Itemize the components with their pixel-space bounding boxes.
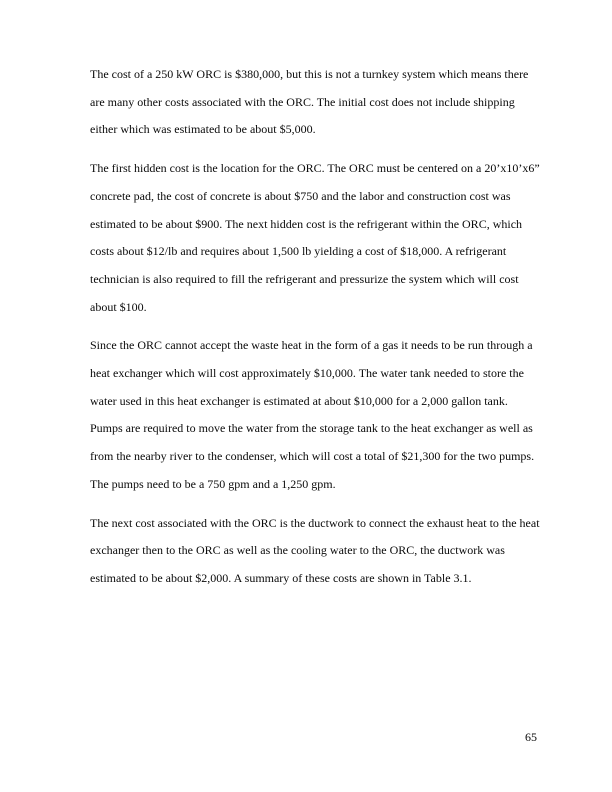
paragraph-hidden-costs [90, 155, 542, 321]
text-line: technician is also required to fill the refrigerant and pressurize the system which will cost [90, 271, 519, 286]
paragraph-ductwork [90, 510, 542, 593]
text-line: water used in this heat exchanger is estimated at about $10,000 for a 2,000 gallon tank. [90, 393, 508, 408]
text-line: estimated to be about $2,000. A summary of these costs are shown in Table 3.1. [90, 570, 472, 585]
text-line: The pumps need to be a 750 gpm and a 1,250 gpm. [90, 476, 336, 491]
text-line: either which was estimated to be about $5,000. [90, 122, 316, 137]
text-line: concrete pad, the cost of concrete is about $750 and the labor and construction cost was [90, 188, 511, 203]
text-line: heat exchanger which will cost approximately $10,000. The water tank needed to store the [90, 366, 524, 381]
text-line: costs about $12/lb and requires about 1,500 lb yielding a cost of $18,000. A refrigerant [90, 244, 507, 259]
text-line: exchanger then to the ORC as well as the cooling water to the ORC, the ductwork was [90, 543, 505, 558]
text-line: estimated to be about $900. The next hidden cost is the refrigerant within the ORC, which [90, 216, 523, 231]
text-line: are many other costs associated with the ORC. The initial cost does not include shipping [90, 94, 515, 109]
paragraph-orc-initial-cost [90, 61, 542, 144]
text-line: The cost of a 250 kW ORC is $380,000, but this is not a turnkey system which means there [90, 67, 529, 81]
text-line: about $100. [90, 299, 147, 314]
text-line: The next cost associated with the ORC is the ductwork to connect the exhaust heat to the heat [90, 515, 540, 530]
text-line: Pumps are required to move the water from the storage tank to the heat exchanger as well as [90, 421, 533, 436]
page-content [90, 61, 542, 604]
text-line: from the nearby river to the condenser, which will cost a total of $21,300 for the two pumps. [90, 449, 535, 464]
text-line: Since the ORC cannot accept the waste heat in the form of a gas it needs to be run through a [90, 338, 533, 353]
page-number: 65 [525, 730, 537, 744]
text-line: The first hidden cost is the location for the ORC. The ORC must be centered on a 20’x10’x6” [90, 161, 540, 176]
paragraph-heat-exchanger-pumps [90, 332, 542, 498]
